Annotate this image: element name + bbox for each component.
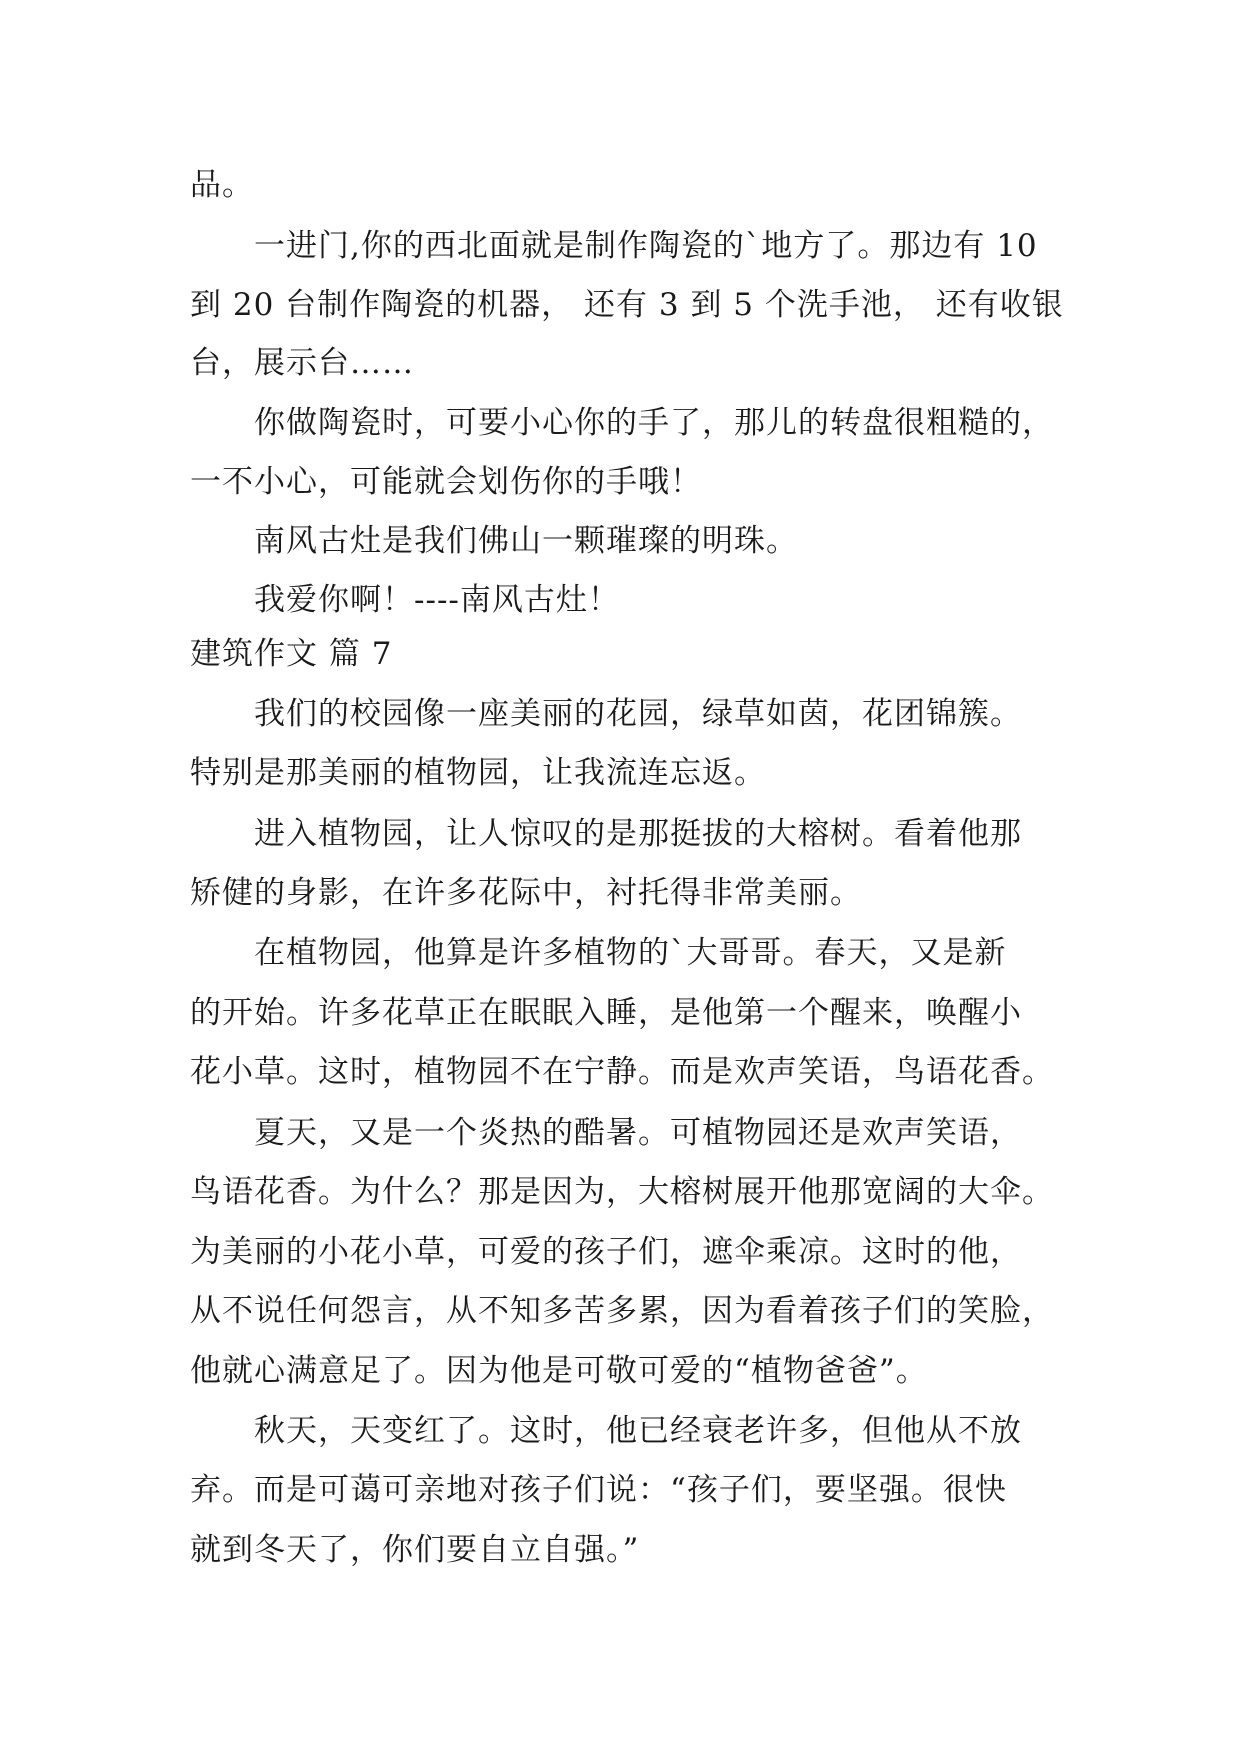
paragraph-start: 秋天，天变红了。这时，他已经衰老许多，但他从不放 bbox=[254, 1413, 1022, 1449]
paragraph-start: 在植物园，他算是许多植物的`大哥哥。春天，又是新 bbox=[254, 935, 1007, 971]
paragraph-start: 一进门,你的西北面就是制作陶瓷的`地方了。那边有 10 bbox=[254, 228, 1038, 264]
text-line: 特别是那美丽的植物园，让我流连忘返。 bbox=[190, 755, 766, 791]
text-line: 他就心满意足了。因为他是可敬可爱的“植物爸爸”。 bbox=[190, 1353, 928, 1389]
text-line: 一不小心，可能就会划伤你的手哦！ bbox=[190, 464, 702, 500]
paragraph-start: 夏天，又是一个炎热的酷暑。可植物园还是欢声笑语， bbox=[254, 1115, 1022, 1151]
text-line: 为美丽的小花小草，可爱的孩子们，遮伞乘凉。这时的他， bbox=[190, 1234, 1022, 1270]
paragraph-start: 我们的校园像一座美丽的花园，绿草如茵，花团锦簇。 bbox=[254, 696, 1022, 732]
text-line: 的开始。许多花草正在眠眠入睡，是他第一个醒来，唤醒小 bbox=[190, 995, 1022, 1031]
paragraph-start: 你做陶瓷时，可要小心你的手了，那儿的转盘很粗糙的， bbox=[254, 405, 1054, 441]
text-line: 就到冬天了，你们要自立自强。” bbox=[190, 1532, 640, 1568]
text-line: 到 20 台制作陶瓷的机器， 还有 3 到 5 个洗手池， 还有收银 bbox=[190, 287, 1064, 323]
paragraph-start: 进入植物园，让人惊叹的是那挺拔的大榕树。看着他那 bbox=[254, 816, 1022, 852]
text-line: 矫健的身影，在许多花际中，衬托得非常美丽。 bbox=[190, 875, 862, 911]
text-line: 弃。而是可蔼可亲地对孩子们说：“孩子们，要坚强。很快 bbox=[190, 1472, 1007, 1508]
text-line: 台，展示台…… bbox=[190, 345, 414, 381]
text-line: 鸟语花香。为什么？那是因为，大榕树展开他那宽阔的大伞。 bbox=[190, 1174, 1054, 1210]
text-line: 从不说任何怨言，从不知多苦多累，因为看着孩子们的笑脸， bbox=[190, 1293, 1054, 1329]
section-heading: 建筑作文 篇 7 bbox=[190, 636, 393, 672]
paragraph-start: 我爱你啊！----南风古灶！ bbox=[254, 582, 620, 618]
text-line: 品。 bbox=[190, 167, 254, 203]
paragraph-start: 南风古灶是我们佛山一颗璀璨的明珠。 bbox=[254, 523, 798, 559]
text-line: 花小草。这时，植物园不在宁静。而是欢声笑语，鸟语花香。 bbox=[190, 1054, 1054, 1090]
